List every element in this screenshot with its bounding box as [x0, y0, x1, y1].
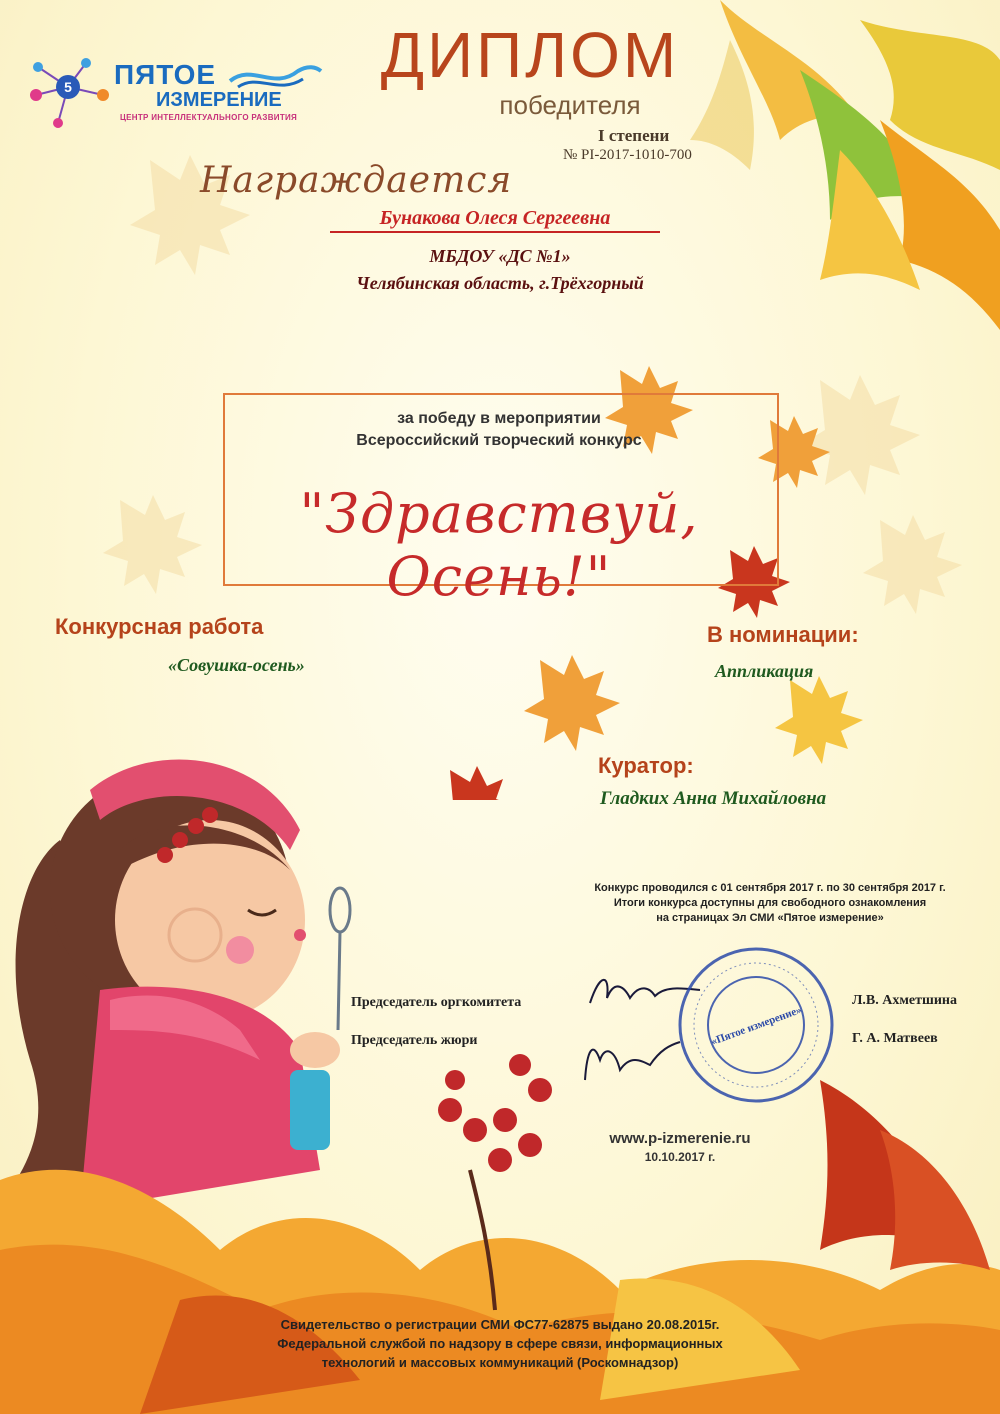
contest-name: "Здравствуй, Осень!" [299, 482, 699, 608]
stamp-center-text: «Пятое измерение» [709, 1003, 804, 1048]
curator-name: Гладких Анна Михайловна [600, 788, 827, 809]
molecule-logo-icon [28, 55, 118, 130]
logo-subtitle: ЦЕНТР ИНТЕЛЛЕКТУАЛЬНОГО РАЗВИТИЯ [120, 113, 298, 122]
diploma-number: № PI-2017-1010-700 [563, 147, 692, 163]
wave-icon [228, 61, 323, 91]
diploma-title: ДИПЛОМ [380, 19, 680, 91]
nomination-label: В номинации: [707, 622, 859, 647]
logo-name-line1: ПЯТОЕ [114, 59, 217, 90]
signature-name-orgcommittee: Л.В. Ахметшина [852, 993, 957, 1008]
nomination-value: Аппликация [715, 661, 814, 681]
logo-digit: 5 [64, 79, 72, 95]
contest-dates-note: Конкурс проводился с 01 сентября 2017 г. по 30 сентября 2017 г. [594, 882, 946, 894]
footer-authority: Федеральной службой по надзору в сфере связи, информационных [277, 1336, 723, 1351]
awardee-name: Бунакова Олеся Сергеевна [330, 207, 660, 233]
event-line2: Всероссийский творческий конкурс [356, 432, 642, 449]
handwritten-signature-2 [575, 1030, 685, 1090]
event-line1: за победу в мероприятии [397, 410, 601, 427]
signature-role-orgcommittee: Председатель оргкомитета [351, 995, 522, 1010]
awarded-label: Награждается [200, 160, 513, 201]
results-note: Итоги конкурса доступны для свободного ознакомления [613, 897, 927, 909]
awardee-region: Челябинская область, г.Трёхгорный [356, 273, 644, 293]
logo [28, 55, 328, 130]
signature-role-jury: Председатель жюри [351, 1033, 478, 1048]
curator-label: Куратор: [598, 753, 694, 778]
footer-authority-cont: технологий и массовых коммуникаций (Роскомнадзор) [321, 1355, 679, 1370]
diploma-degree: I степени [598, 126, 670, 145]
work-title: «Совушка-осень» [168, 655, 305, 675]
website-url: www.p-izmerenie.ru [609, 1130, 751, 1147]
footer-registration: Свидетельство о регистрации СМИ ФС77-62875 выдано 20.08.2015г. [280, 1317, 720, 1332]
logo-name-line2: ИЗМЕРЕНИЕ [156, 89, 282, 111]
official-stamp [676, 945, 836, 1105]
signature-name-jury: Г. А. Матвеев [852, 1031, 938, 1046]
results-source-note: на страницах Эл СМИ «Пятое измерение» [656, 912, 884, 924]
issue-date: 10.10.2017 г. [644, 1150, 716, 1164]
work-label: Конкурсная работа [55, 614, 264, 639]
awardee-organization: МБДОУ «ДС №1» [429, 246, 571, 266]
diploma-subtitle: победителя [499, 90, 641, 120]
